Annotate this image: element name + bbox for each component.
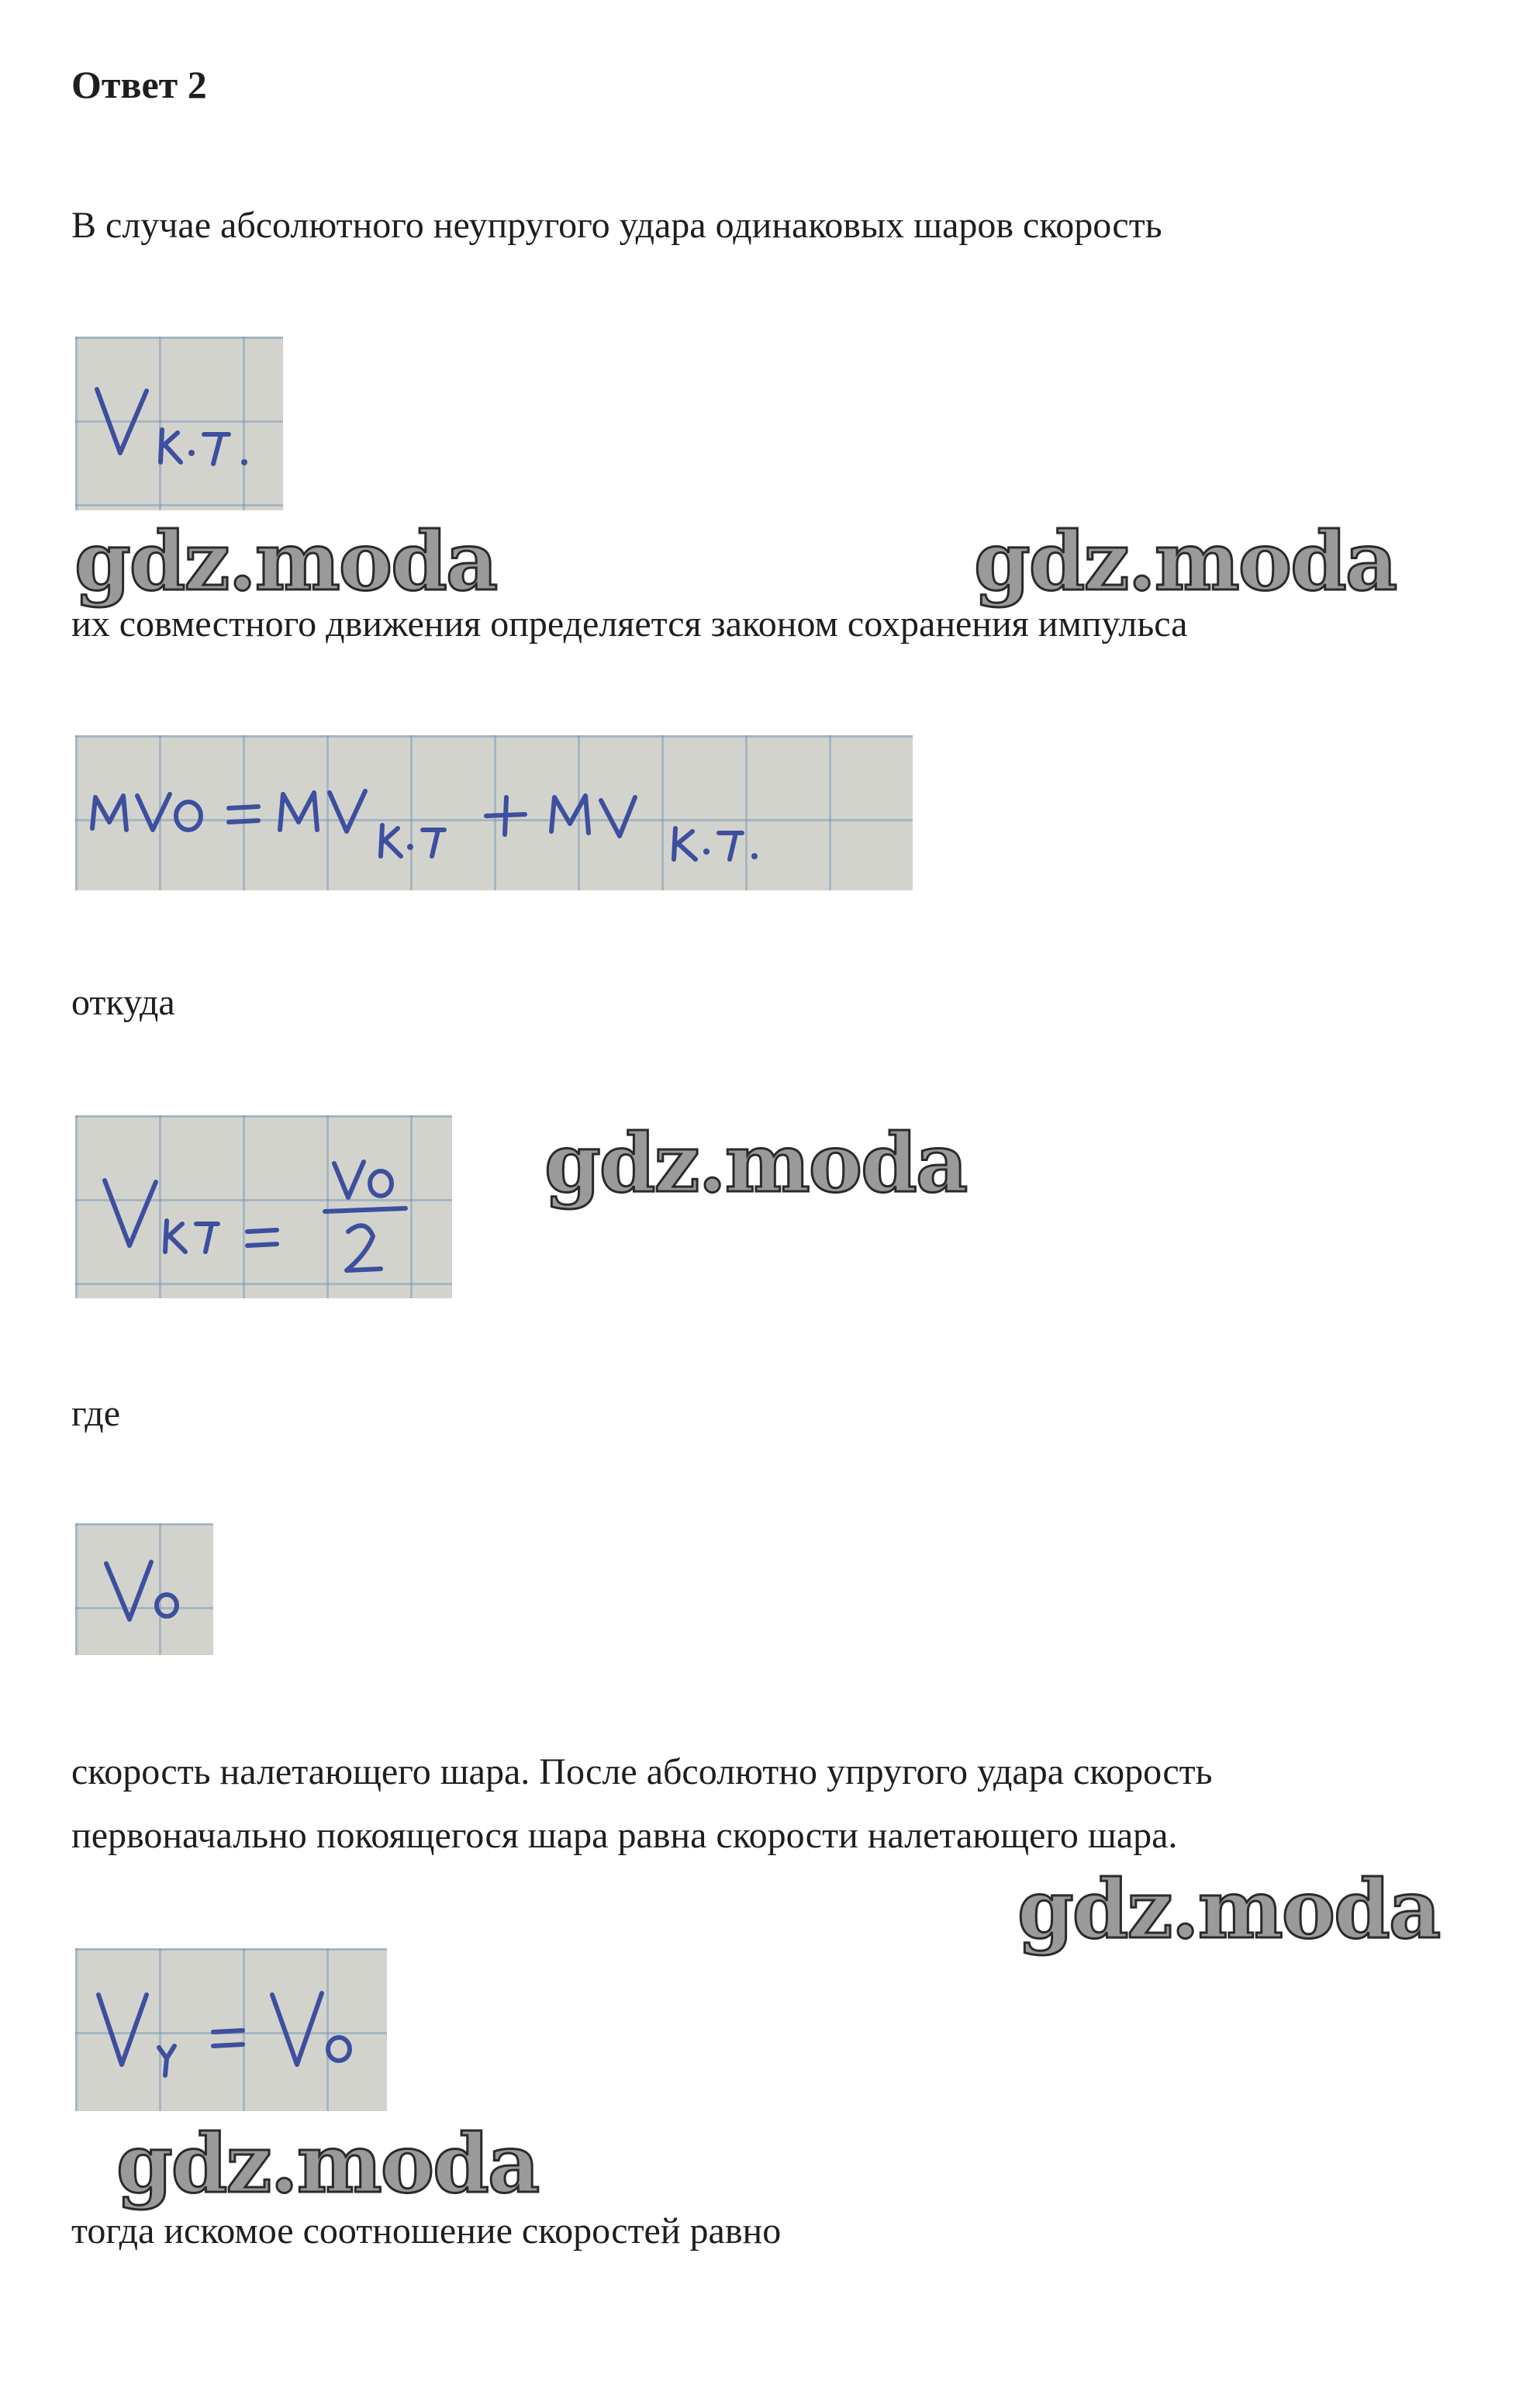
formula-image-3 [75, 1115, 452, 1298]
watermark-5: gdz.moda [116, 2116, 539, 2211]
paragraph-5: скорость налетающего шара. После абсолютно упругого удара скорость [71, 1751, 1213, 1792]
formula-image-4 [75, 1523, 213, 1655]
watermark-4: gdz.moda [1017, 1861, 1440, 1957]
paragraph-7: тогда искомое соотношение скоростей равно [71, 2210, 782, 2251]
watermark-1: gdz.moda [74, 513, 497, 609]
formula-image-2 [75, 735, 913, 890]
paragraph-6: первоначально покоящегося шара равна скорости налетающего шара. [71, 1815, 1178, 1856]
paragraph-3: откуда [71, 982, 175, 1023]
paragraph-1: В случае абсолютного неупругого удара одинаковых шаров скорость [71, 205, 1162, 246]
formula-image-5 [75, 1948, 387, 2111]
answer-heading: Ответ 2 [71, 63, 207, 106]
paragraph-4: где [71, 1393, 121, 1434]
watermark-2: gdz.moda [974, 513, 1397, 609]
watermark-3: gdz.moda [544, 1115, 967, 1211]
paragraph-2: их совместного движения определяется законом сохранения импульса [71, 603, 1188, 645]
formula-image-1 [75, 337, 283, 510]
